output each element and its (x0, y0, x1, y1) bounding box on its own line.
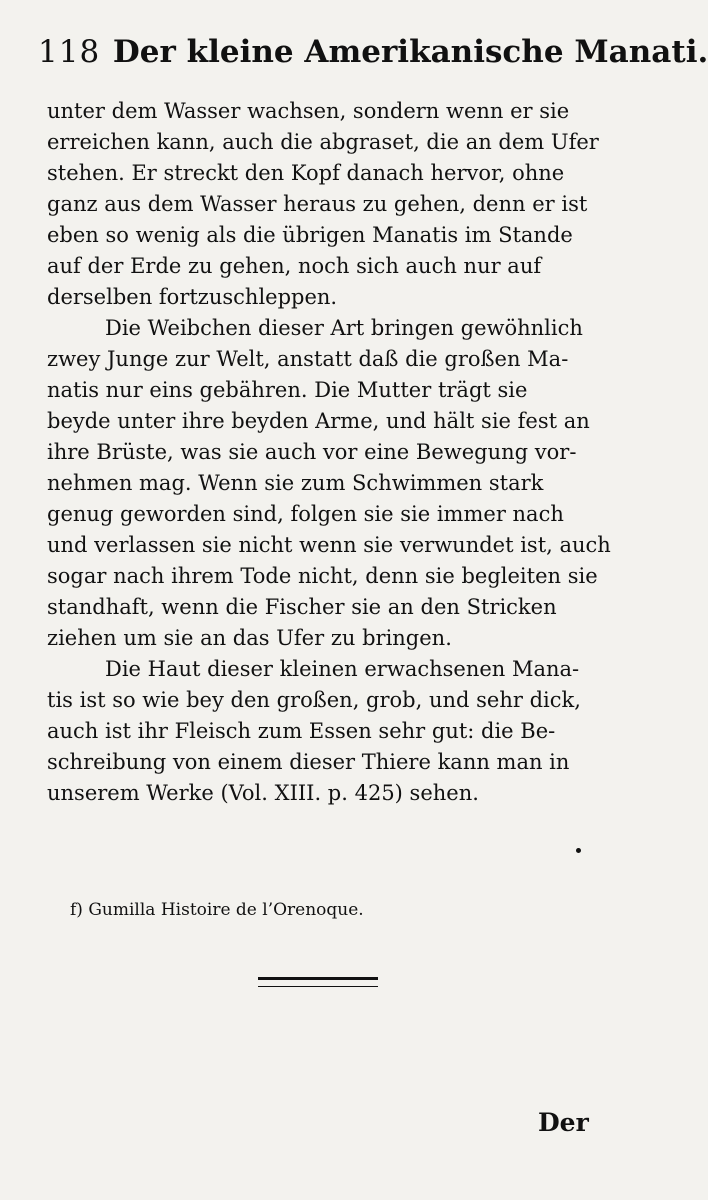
page-number: 118 (38, 34, 101, 70)
text-line: unserem Werke (Vol. XIII. p. 425) sehen. (47, 781, 479, 805)
text-line: erreichen kann, auch die abgraset, die an dem Ufer (47, 130, 599, 154)
text-line: ihre Brüste, was sie auch vor eine Bewegung vor- (47, 440, 577, 464)
text-line: nehmen mag. Wenn sie zum Schwimmen stark (47, 471, 544, 495)
text-line: beyde unter ihre beyden Arme, und hält sie fest an (47, 409, 590, 433)
text-line: schreibung von einem dieser Thiere kann man in (47, 750, 570, 774)
main-text (47, 96, 611, 809)
catchword: Der (538, 1108, 589, 1137)
text-line: derselben fortzuschleppen. (47, 285, 338, 309)
text-line: genug geworden sind, folgen sie sie immer nach (47, 502, 564, 526)
text-line: zwey Junge zur Welt, anstatt daß die großen Ma- (47, 347, 569, 371)
text-line: auf der Erde zu gehen, noch sich auch nur auf (47, 254, 542, 278)
text-line: natis nur eins gebähren. Die Mutter trägt sie (47, 378, 528, 402)
text-line: und verlassen sie nicht wenn sie verwundet ist, auch (47, 533, 611, 557)
text-line: auch ist ihr Fleisch zum Essen sehr gut: die Be- (47, 719, 556, 743)
text-line: ganz aus dem Wasser heraus zu gehen, denn er ist (47, 192, 588, 216)
text-line: Die Haut dieser kleinen erwachsenen Mana- (105, 657, 580, 681)
footnote: f) Gumilla Histoire de l’Orenoque. (70, 900, 364, 920)
text-line: standhaft, wenn die Fischer sie an den Stricken (47, 595, 557, 619)
text-line: sogar nach ihrem Tode nicht, denn sie begleiten sie (47, 564, 598, 588)
text-line: ziehen um sie an das Ufer zu bringen. (47, 626, 452, 650)
running-title: Der kleine Amerikanische Manati. (112, 34, 708, 70)
text-line: unter dem Wasser wachsen, sondern wenn er sie (47, 99, 570, 123)
text-line: Die Weibchen dieser Art bringen gewöhnlich (105, 316, 583, 340)
ink-speck (576, 848, 581, 853)
section-rule (258, 977, 378, 987)
text-line: stehen. Er streckt den Kopf danach hervor, ohne (47, 161, 565, 185)
text-line: tis ist so wie bey den großen, grob, und sehr dick, (47, 688, 581, 712)
page-header (38, 22, 708, 82)
text-line: eben so wenig als die übrigen Manatis im Stande (47, 223, 573, 247)
